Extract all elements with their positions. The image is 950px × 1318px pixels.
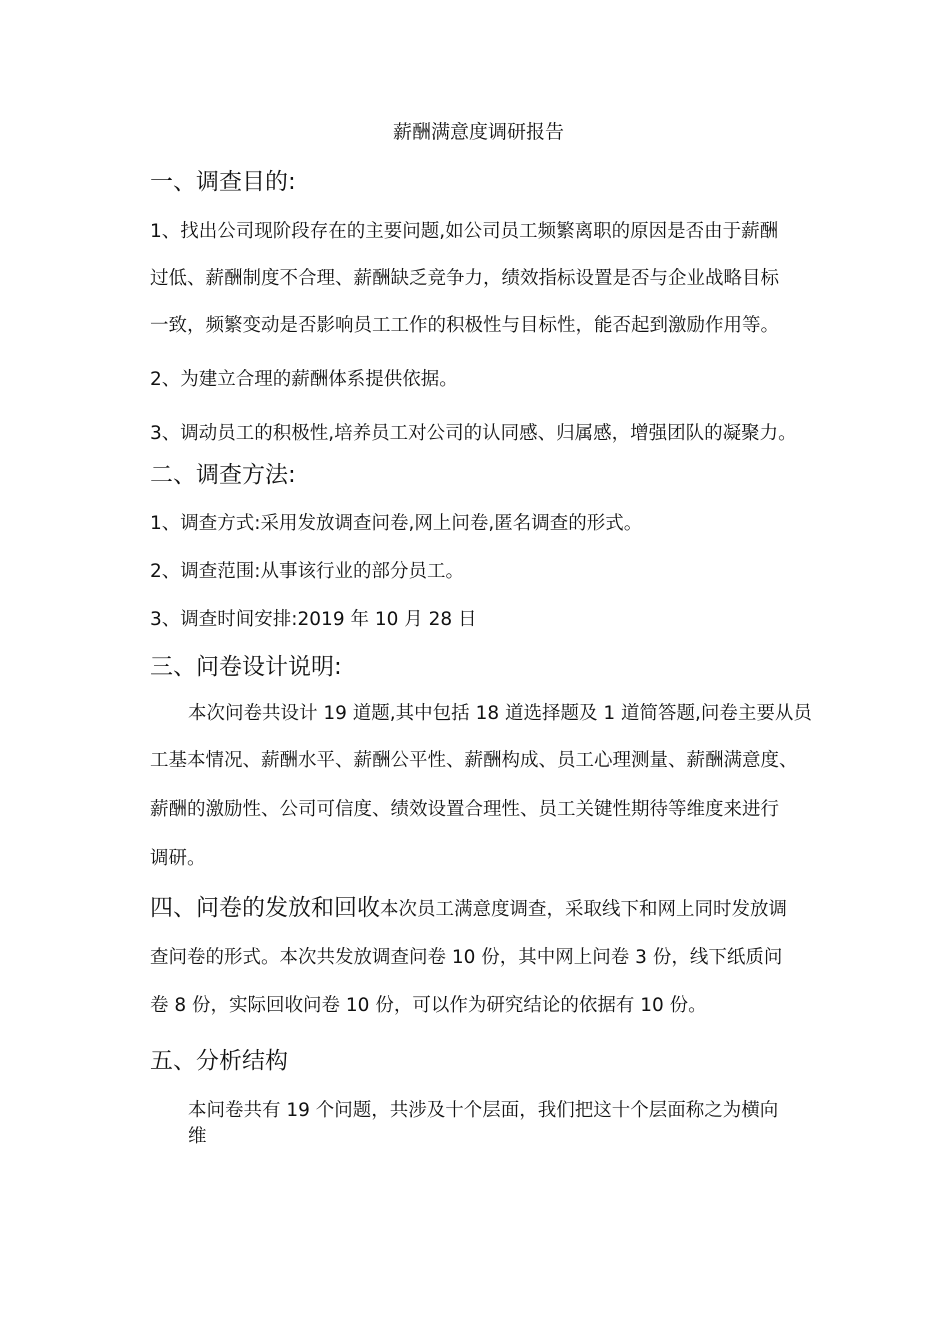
section-4-line-1 bbox=[150, 889, 787, 922]
section-4-line-1-text: 本次员工满意度调查，采取线下和网上同时发放调 bbox=[380, 899, 788, 920]
section-2-heading: 二、调查方法: bbox=[150, 462, 296, 488]
section-3-line-2: 工基本情况、薪酬水平、薪酬公平性、薪酬构成、员工心理测量、薪酬满意度、 bbox=[150, 750, 798, 771]
section-1-heading: 一、调查目的: bbox=[150, 169, 296, 195]
section-2-item-1: 1、调查方式:采用发放调查问卷,网上问卷,匿名调查的形式。 bbox=[150, 513, 643, 534]
section-1-item-1-line-1: 1、找出公司现阶段存在的主要问题,如公司员工频繁离职的原因是否由于薪酬 bbox=[150, 221, 779, 242]
section-4-line-3: 卷 8 份，实际回收问卷 10 份，可以作为研究结论的依据有 10 份。 bbox=[150, 995, 707, 1016]
section-3-line-3: 薪酬的激励性、公司可信度、绩效设置合理性、员工关键性期待等维度来进行 bbox=[150, 799, 780, 820]
section-1-item-1-line-2: 过低、薪酬制度不合理、薪酬缺乏竞争力，绩效指标设置是否与企业战略目标 bbox=[150, 268, 780, 289]
section-5-line-2: 维 bbox=[188, 1126, 207, 1147]
section-3-heading: 三、问卷设计说明: bbox=[150, 654, 342, 680]
section-5-heading: 五、分析结构 bbox=[150, 1048, 288, 1074]
page-title: 薪酬满意度调研报告 bbox=[393, 121, 565, 143]
section-4-heading: 四、问卷的发放和回收 bbox=[150, 895, 380, 921]
section-5-line-1: 本问卷共有 19 个问题，共涉及十个层面，我们把这十个层面称之为横向 bbox=[188, 1100, 779, 1121]
section-1-item-2: 2、为建立合理的薪酬体系提供依据。 bbox=[150, 369, 458, 390]
section-2-item-3: 3、调查时间安排:2019 年 10 月 28 日 bbox=[150, 609, 477, 630]
section-1-item-3: 3、调动员工的积极性,培养员工对公司的认同感、归属感，增强团队的凝聚力。 bbox=[150, 423, 797, 444]
section-3-line-4: 调研。 bbox=[150, 848, 206, 869]
section-2-item-2: 2、调查范围:从事该行业的部分员工。 bbox=[150, 561, 465, 582]
section-3-line-1: 本次问卷共设计 19 道题,其中包括 18 道选择题及 1 道简答题,问卷主要从员 bbox=[188, 703, 812, 724]
section-1-item-1-line-3: 一致，频繁变动是否影响员工工作的积极性与目标性，能否起到激励作用等。 bbox=[150, 315, 780, 336]
section-4-line-2: 查问卷的形式。本次共发放调查问卷 10 份，其中网上问卷 3 份，线下纸质问 bbox=[150, 947, 783, 968]
